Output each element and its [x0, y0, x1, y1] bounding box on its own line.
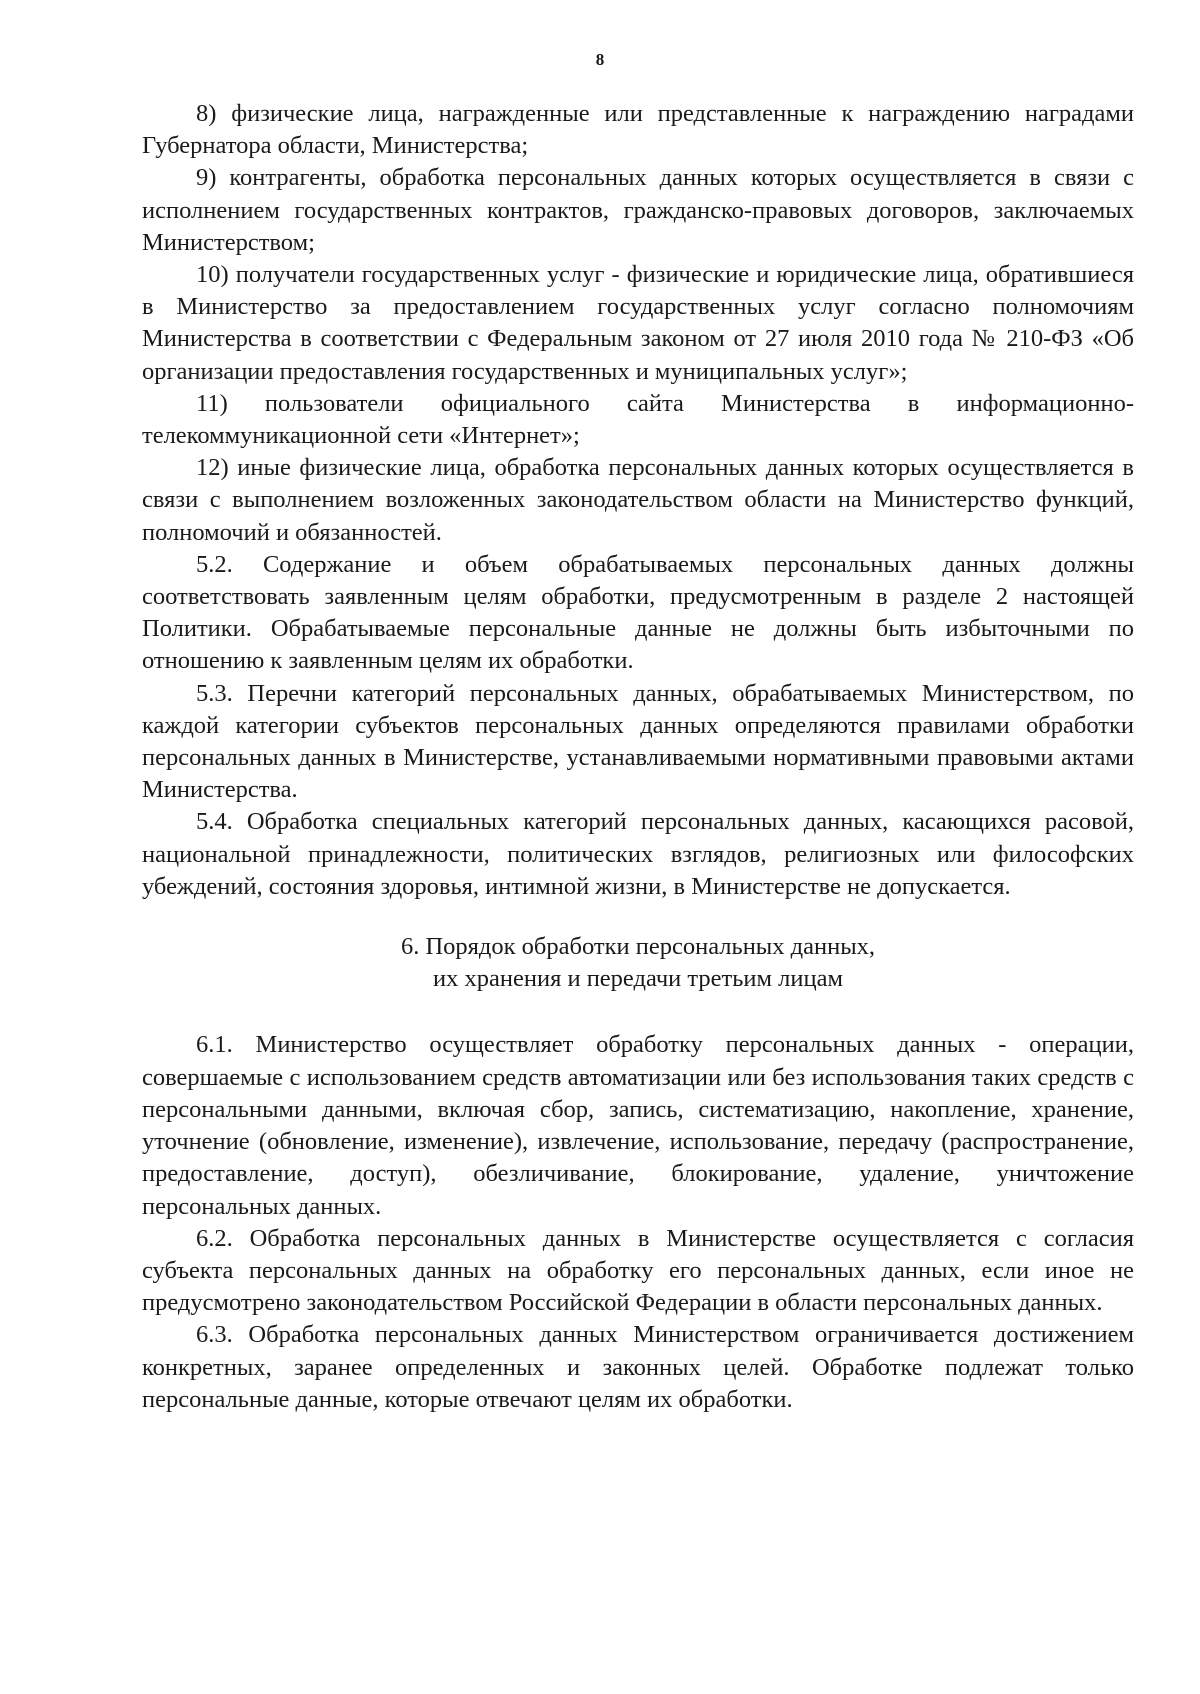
page-number: 8 — [595, 50, 605, 69]
document-body — [142, 98, 1134, 1416]
clause-6-3: 6.3. Обработка персональных данных Министерством ограничивается достижением конкретных, заранее определенных и законных целей. Обработке подлежат только персональные данные, которые отвечают целям их обработки. — [142, 1321, 1134, 1413]
list-item-8: 8) физические лица, награжденные или представленные к награждению наградами Губернатора области, Министерства; — [142, 100, 1134, 160]
clause-5-4: 5.4. Обработка специальных категорий персональных данных, касающихся расовой, национальной принадлежности, политических взглядов, религиозных или философских убеждений, состояния здоровья, интимной жизни, в Министерстве не допускается. — [142, 808, 1134, 900]
list-item-12: 12) иные физические лица, обработка персональных данных которых осуществляется в связи с выполнением возложенных законодательством области на Министерство функций, полномочий и обязанностей. — [142, 454, 1134, 546]
clause-6-2: 6.2. Обработка персональных данных в Министерстве осуществляется с согласия субъекта персональных данных на обработку его персональных данных, если иное не предусмотрено законодательством Российской Федерации в области персональных данных. — [142, 1224, 1134, 1317]
clause-5-3: 5.3. Перечни категорий персональных данных, обрабатываемых Министерством, по каждой категории субъектов персональных данных определяются правилами обработки персональных данных в Министерстве, устанавливаемыми нормативными правовыми актами Министерства. — [142, 679, 1134, 804]
clause-6-1: 6.1. Министерство осуществляет обработку персональных данных - операции, совершаемые с использованием средств автоматизации или без использования таких средств с персональными данными, включая сбор, запись, систематизацию, накопление, хранение, уточнение (обновление, изменение), извлечение, использование, передачу (распространение, предоставление, доступ), обезличивание, блокирование, удаление, уничтожение персональных данных. — [142, 1031, 1134, 1220]
list-item-9: 9) контрагенты, обработка персональных данных которых осуществляется в связи с исполнением государственных контрактов, гражданско-правовых договоров, заключаемых Министерством; — [142, 164, 1134, 256]
clause-5-2: 5.2. Содержание и объем обрабатываемых персональных данных должны соответствовать заявленным целям обработки, предусмотренным в разделе 2 настоящей Политики. Обрабатываемые персональные данные не должны быть избыточными по отношению к заявленным целям их обработки. — [142, 550, 1134, 675]
section-heading — [142, 931, 1134, 995]
list-item-11: 11) пользователи официального сайта Министерства в информационно-телекоммуникационной сети «Интернет»; — [142, 389, 1134, 450]
section-heading-line-1: 6. Порядок обработки персональных данных, — [400, 933, 876, 961]
section-heading-line-2: их хранения и передачи третьим лицам — [433, 965, 843, 993]
list-item-10: 10) получатели государственных услуг - физические и юридические лица, обратившиеся в Министерство за предоставлением государственных услуг согласно полномочиям Министерства в соответствии с Федеральным законом от 27 июля 2010 года № 210-ФЗ «Об организации предоставления государственных и муниципальных услуг»; — [142, 261, 1134, 385]
